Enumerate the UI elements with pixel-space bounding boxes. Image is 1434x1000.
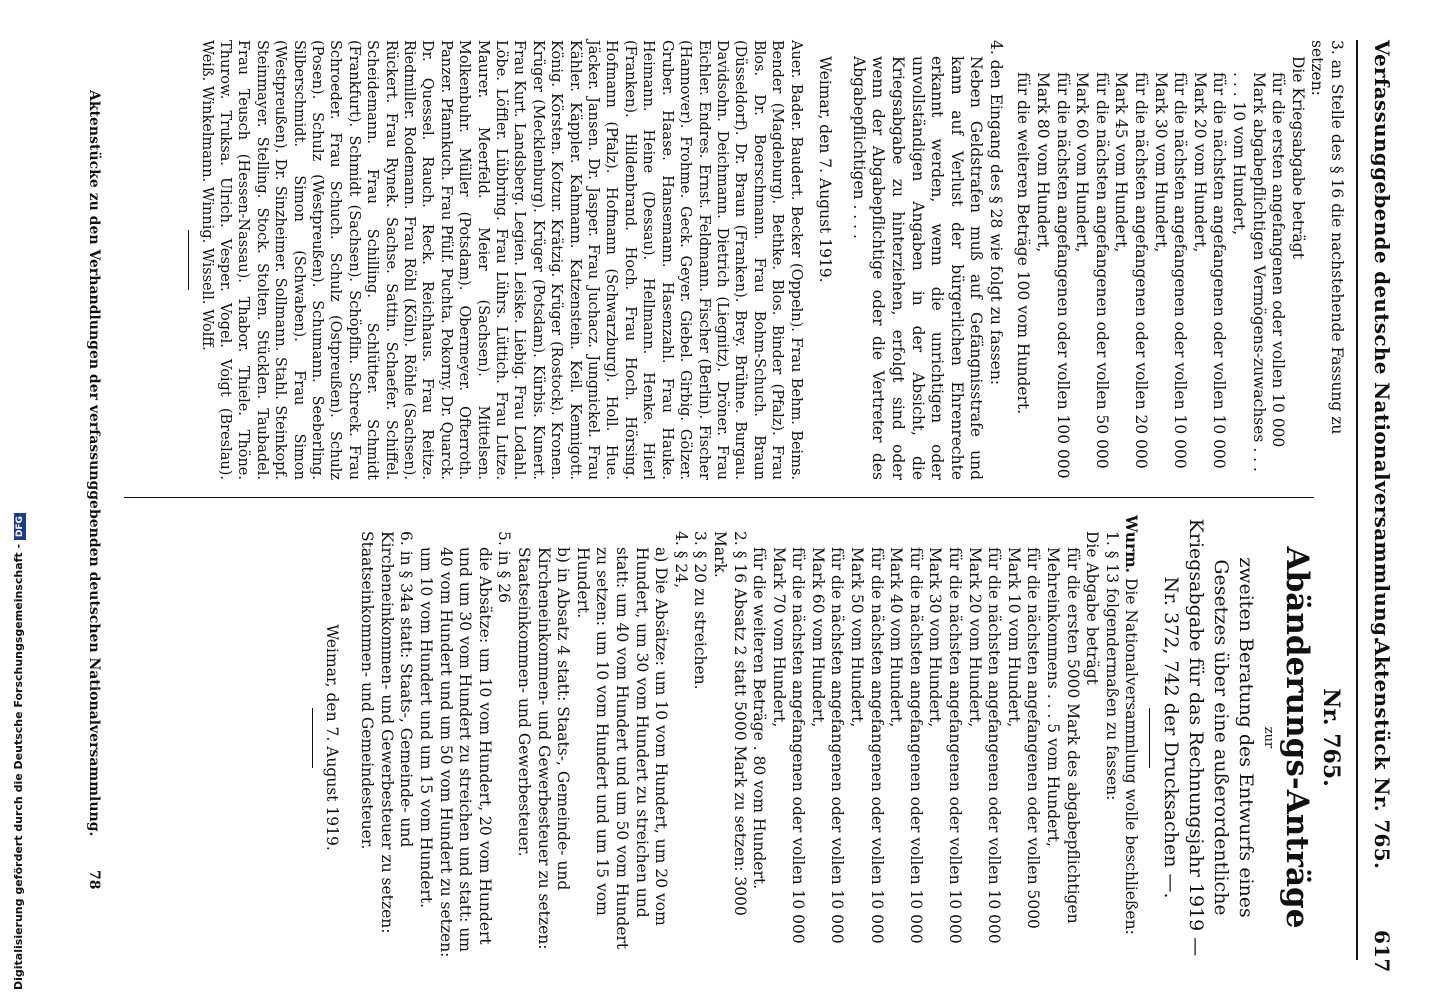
item2: 2. § 16 Absatz 2 statt 5000 Mark zu setzen: 3000 Mark.: [710, 531, 749, 916]
item3-line: für die nächsten angefangenen oder vollen 10 000 Mark 20 vom Hundert,: [1190, 72, 1229, 469]
item1-intro: Die Abgabe beträgt: [1083, 531, 1102, 685]
item4a: a) Die Absätze: um 10 vom Hundert, um 20 vom Hundert, um 30 vom Hundert zu streichen und statt: um 40 vom Hundert und um 50 vom Hundert zu setzen: um 10 vom Hundert und um 15 vom Hundert.: [573, 547, 671, 950]
footer-page-number: 78: [86, 870, 102, 890]
mover-paragraph: [1121, 515, 1142, 960]
item1-line: für die weiteren Beträge . 80 vom Hundert.: [750, 547, 769, 890]
intro-text: Die Nationalversammlung wolle beschließen:: [1122, 577, 1141, 935]
left-date: Weimar, den 7. August 1919.: [816, 56, 835, 283]
item3-line: für die nächsten angefangenen oder vollen 20 000 Mark 45 vom Hundert,: [1112, 72, 1151, 469]
item5-text: die Absätze: um 10 vom Hundert, 20 vom Hundert und um 30 vom Hundert zu streichen und statt: um 40 vom Hundert und um 50 vom Hundert zu setzen: um 10 vom Hundert und um 15 vom Hundert.: [417, 547, 494, 958]
credit-text: Digitalisierung gefördert durch die Deutsche Forschungsgemeinschaft -: [12, 543, 25, 990]
item1-line: für die nächsten angefangenen oder vollen 10 000 Mark 70 vom Hundert,: [769, 547, 808, 944]
signatories: Auer. Bader. Baudert. Becker (Oppeln). Frau Behm. Beims. Bender (Magdeburg). Bethke. Blos. Binder (Pfalz). Frau Blos. Dr. Boerschmann. Frau Bohm-Schuch. Braun (Düsseldorf). Dr. Braun (Franken). Brey. Brühne. Burgau. Davidsohn. Deichmann. Dietrich (Liegnitz). Dröner. Frau Eichler. Endres. Ernst. Feldmann. Fischer (Berlin). Fischer (Hannover). Frohme. Geck. Geyer. Giebel. Girbig. Gölzer. Gruber. Haase. Hansemann. Hasenzahl. Frau Hauke. Heimann. Heine (Dessau). Hellmann. Henke. Hierl (Franken). Hildenbrand. Hoch. Frau Hoch. Hörsing. Hofmann (Pfalz). Hofmann (Schwarzburg). Holl. Hue. Jäcker. Jansen. Dr. Jasper. Frau Juchacz. Jungnickel. Frau Kähler. Käppler. Kahmann. Katzenstein. Keil. Kennigott. König. Körsten. Kotzur. Krätzig. Krüger (Rostock). Kronen. Krüger (Mecklenburg). Krüger (Potsdam). Kürbis. Kunert. Frau Kurt. Landsberg. Legien. Leiske. Liebig. Frau Lodahl. Löbe. Löffler. Lübbring. Frau Lührs. Lüttich. Frau Lutze. Maurer. Meerfeld. Meier (Sachsen). Mittelsen. Molkenbuhr. Müller (Potsdam). Obermeyer. Ofterroth. Panzer. Pfannkuch. Frau Pfülf. Puchta. Pokorny. Dr. Quarck. Dr. Quessel. Rauch. Reck. Reichhaus. Frau Reitze. Riedmiller. Rodemann. Frau Röhl (Köln). Röhle (Sachsen). Rückert. Frau Rynek. Sachse. Sattin. Schaefer. Schiffel. Scheidemann. Frau Schilling. Schlütter. Schmidt (Frankfurt). Schmidt (Sachsen). Schöpflin. Schreck. Frau Schroeder. Frau Schuch. Schulz (Ostpreußen). Schulz (Posen). Schulz (Westpreußen). Schumann. Seeberling. Silberschmidt. Simon (Schwaben). Frau Simon (Westpreußen). Dr. Sinzheimer. Sollmann. Stahl. Steinkopf. Steinmayer. Stelling. Stock. Stolten. Stücklen. Taubadel. Frau Teusch (Hessen-Nassau). Thabor. Thiele. Thöne. Thurow. Truksa. Ulrich. Vesper. Vogel. Voigt (Breslau). Weiß. Winkelmann. Winnig. Wissell. Wolff.: [198, 40, 804, 480]
right-end-rule: [312, 708, 313, 768]
item1-line: für die ersten 5000 Mark des abgabepflichtigen Mehreinkommens . . . 5 vom Hundert,: [1044, 547, 1082, 924]
item1-line: für die nächsten angefangenen oder vollen 10 000 Mark 30 vom Hundert,: [926, 547, 965, 944]
item6: 6. in § 34a statt: Staats-, Gemeinde- und Kircheneinkommen- und Gewerbesteuer zu setzen: Staatseinkommen- und Gemeindesteuer.: [358, 531, 416, 934]
item5-heading: 5. in § 26: [495, 531, 514, 603]
item1-line: für die nächsten angefangenen oder vollen 10 000 Mark 60 vom Hundert,: [808, 547, 847, 944]
item4-heading: 4. den Eingang des § 28 wie folgt zu fassen:: [986, 40, 1005, 386]
item3-line: für die weiteren Beträge 100 vom Hundert.: [1014, 72, 1033, 415]
document-subtitle: zweiten Beratung des Entwurfs eines Gesetzes über eine außerordentliche Kriegsabgabe für das Rechnungsjahr 1919 — Nr. 372, 742 der Drucksachen —.: [1160, 518, 1258, 957]
running-header-left: Verfassunggebende deutsche Nationalversammlung.: [1370, 40, 1394, 644]
left-column: [180, 40, 1346, 480]
item3: 3. § 20 zu streichen.: [691, 531, 710, 690]
item3-line: für die ersten angefangenen oder vollen 10 000 Mark abgabepflichtigen Vermögens-zuwachses . . . . . . 10 vom Hundert,: [1230, 72, 1288, 472]
item4-heading: 4. § 24,: [671, 531, 690, 589]
right-date: Weimar, den 7. August 1919.: [322, 624, 341, 851]
header-rule: [1356, 40, 1358, 960]
item3-intro: Die Kriegsabgabe beträgt: [1288, 56, 1307, 259]
digitization-credit: [12, 513, 26, 990]
item3-heading: 3. an Stelle des § 16 die nachstehende Fassung zu setzen:: [1308, 40, 1346, 435]
item1-line: für die nächsten angefangenen oder vollen 10 000 Mark 40 vom Hundert,: [887, 547, 925, 944]
mover-name: Wurm.: [1122, 515, 1142, 574]
item3-line: für die nächsten angefangenen oder vollen 10 000 Mark 30 vom Hundert,: [1151, 72, 1190, 469]
zur-label: zur: [1261, 726, 1276, 749]
item1-line: für die nächsten angefangenen oder vollen 10 000 Mark 20 vom Hundert,: [965, 547, 1004, 944]
item1-heading: 1. § 13 folgendermaßen zu fassen:: [1102, 531, 1121, 801]
title-rule: [1149, 708, 1150, 768]
item4-text: Neben Geldstrafen muß auf Gefängnisstrafe und kann auf Verlust der bürgerlichen Ehrenrechte erkannt werden, wenn die unrichtigen oder unvollständigen Angaben in der Absicht, die Kriegsabgabe zu hinterziehen, erfolgt sind oder wenn der Abgabepflichtige oder die Vertreter des Abgabepflichtigen . . . .: [849, 56, 986, 480]
document-number: Nr. 765.: [1318, 688, 1344, 787]
item3-line: für die nächsten angefangenen oder vollen 100 000 Mark 80 vom Hundert,: [1034, 72, 1072, 479]
running-header-center: Aktenstück Nr. 765.: [1370, 640, 1394, 870]
footer-text: Aktenstücke zu den Verhandlungen der verfassunggebenden deutschen Nationalversammlung.: [86, 90, 102, 837]
right-column: [304, 515, 1346, 960]
document-title: Abänderungs-Anträge: [1279, 546, 1315, 929]
page-number: 617: [1370, 930, 1394, 973]
item3-line: für die nächsten angefangenen oder vollen 50 000 Mark 60 vom Hundert,: [1073, 72, 1111, 469]
item4b: b) in Absatz 4 statt: Staats-, Gemeinde- und Kircheneinkommen- und Gewerbesteuer zu setzen: Staatseinkommen- und Gewerbesteuer.: [515, 547, 573, 950]
item1-line: für die nächsten angefangenen oder vollen 10 000 Mark 50 vom Hundert,: [848, 547, 886, 944]
item1-line: für die nächsten angefangenen oder vollen 5000 Mark 10 vom Hundert,: [1004, 547, 1043, 929]
dfg-logo: DFG: [14, 513, 26, 540]
column-divider: [124, 497, 1314, 498]
left-end-rule: [188, 230, 189, 290]
